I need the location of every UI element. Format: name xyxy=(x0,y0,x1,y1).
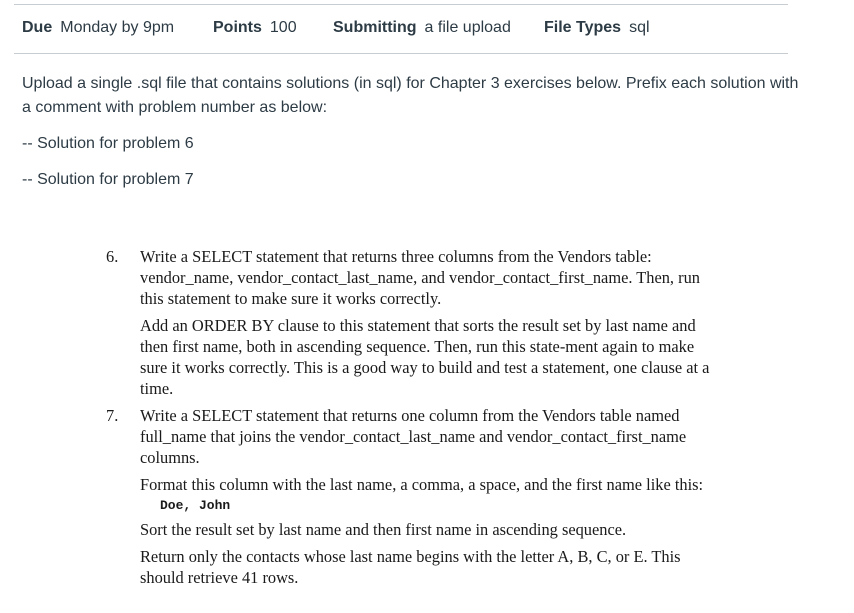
points-label: Points xyxy=(213,19,262,36)
description-intro: Upload a single .sql file that contains solutions (in sql) for Chapter 3 exercises below. Prefix each solution with a comment with problem number as below: xyxy=(22,75,799,116)
details-bottom-divider xyxy=(14,53,788,54)
submitting-detail xyxy=(333,18,544,38)
submitting-value: a file upload xyxy=(424,19,511,36)
submitting-label: Submitting xyxy=(333,19,417,36)
description-comment-7: -- Solution for problem 7 xyxy=(22,171,194,188)
exercise-body xyxy=(140,405,716,594)
exercise-paragraph: Write a SELECT statement that returns three columns from the Vendors table: vendor_name, vendor_contact_last_name, and vendor_contact_first_name. Then, run this statement to make sure it works correctly. xyxy=(140,247,700,308)
points-detail xyxy=(213,18,333,38)
due-detail xyxy=(22,18,213,38)
exercise-paragraph: Write a SELECT statement that returns one column from the Vendors table named full_name that joins the vendor_contact_last_name and vendor_contact_first_name columns. xyxy=(140,406,687,467)
filetypes-label: File Types xyxy=(544,19,622,36)
details-top-divider xyxy=(14,4,788,5)
exercise-paragraph: Add an ORDER BY clause to this statement that sorts the result set by last name and then first name, both in ascending sequence. Then, run this state-ment again to make sure it works correctly. This is a good way to build and test a statement, one clause at a time. xyxy=(140,316,710,398)
filetypes-value: sql xyxy=(629,19,650,36)
exercise-7 xyxy=(106,405,716,594)
exercise-paragraph: Return only the contacts whose last name begins with the letter A, B, C, or E. This should retrieve 41 rows. xyxy=(140,547,681,587)
exercise-number: 7. xyxy=(106,406,119,425)
description-comment-6: -- Solution for problem 6 xyxy=(22,135,194,152)
due-value: Monday by 9pm xyxy=(60,19,175,36)
filetypes-detail xyxy=(544,18,650,38)
exercise-paragraph: Format this column with the last name, a comma, a space, and the first name like this: xyxy=(140,475,704,494)
textbook-exercises-image xyxy=(106,246,716,594)
exercise-number: 6. xyxy=(106,247,119,266)
exercise-paragraph: Sort the result set by last name and then first name in ascending sequence. xyxy=(140,520,627,539)
code-example: Doe, John xyxy=(160,498,231,513)
due-label: Due xyxy=(22,19,53,36)
exercise-body xyxy=(140,246,716,405)
assignment-details xyxy=(22,18,650,38)
exercise-6 xyxy=(106,246,716,405)
points-value: 100 xyxy=(269,19,297,36)
